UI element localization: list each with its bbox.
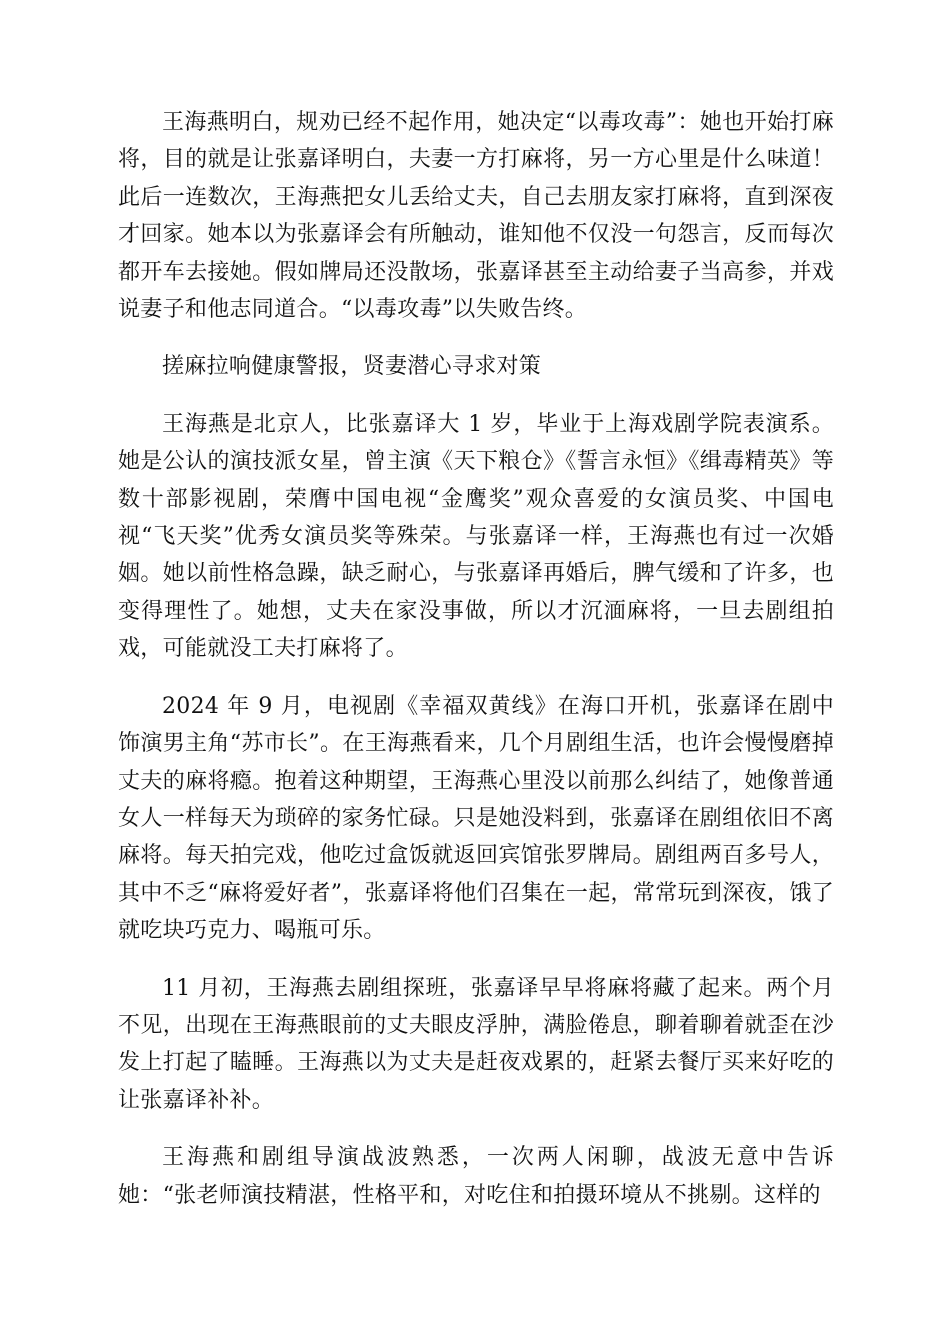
paragraph-3: 2024 年 9 月，电视剧《幸福双黄线》在海口开机，张嘉译在剧中饰演男主角“苏市长”。在王海燕看来，几个月剧组生活，也许会慢慢磨掉丈夫的麻将瘾。抱着这种期望，王海燕心里没以前那么纠结了，她像普通女人一样每天为琐碎的家务忙碌。只是她没料到，张嘉译在剧组依旧不离麻将。每天拍完戏，他吃过盒饭就返回宾馆张罗牌局。剧组两百多号人，其中不乏“麻将爱好者”，张嘉译将他们召集在一起，常常玩到深夜，饿了就吃块巧克力、喝瓶可乐。 [118, 693, 834, 944]
paragraph-2: 王海燕是北京人，比张嘉译大 1 岁，毕业于上海戏剧学院表演系。她是公认的演技派女星，曾主演《天下粮仓》《誓言永恒》《缉毒精英》等数十部影视剧，荣膺中国电视“金鹰奖”观众喜爱的女演员奖、中国电视“飞天奖”优秀女演员奖等殊荣。与张嘉译一样，王海燕也有过一次婚姻。她以前性格急躁，缺乏耐心，与张嘉译再婚后，脾气缓和了许多，也变得理性了。她想，丈夫在家没事做，所以才沉湎麻将，一旦去剧组拍戏，可能就没工夫打麻将了。 [118, 411, 834, 662]
paragraph-4: 11 月初，王海燕去剧组探班，张嘉译早早将麻将藏了起来。两个月不见，出现在王海燕眼前的丈夫眼皮浮肿，满脸倦息，聊着聊着就歪在沙发上打起了瞌睡。王海燕以为丈夫是赶夜戏累的，赶紧去餐厅买来好吃的让张嘉译补补。 [118, 975, 834, 1113]
paragraph-1: 王海燕明白，规劝已经不起作用，她决定“以毒攻毒”：她也开始打麻将，目的就是让张嘉译明白，夫妻一方打麻将，另一方心里是什么味道！此后一连数次，王海燕把女儿丢给丈夫，自己去朋友家打麻将，直到深夜才回家。她本以为张嘉译会有所触动，谁知他不仅没一句怨言，反而每次都开车去接她。假如牌局还没散场，张嘉译甚至主动给妻子当高参，并戏说妻子和他志同道合。“以毒攻毒”以失败告终。 [118, 110, 834, 323]
document-body [118, 104, 834, 1234]
paragraph-5: 王海燕和剧组导演战波熟悉，一次两人闲聊，战波无意中告诉她：“张老师演技精湛，性格平和，对吃住和拍摄环境从不挑剔。这样的 [118, 1145, 834, 1208]
section-subheading: 搓麻拉响健康警报，贤妻潜心寻求对策 [162, 354, 542, 380]
